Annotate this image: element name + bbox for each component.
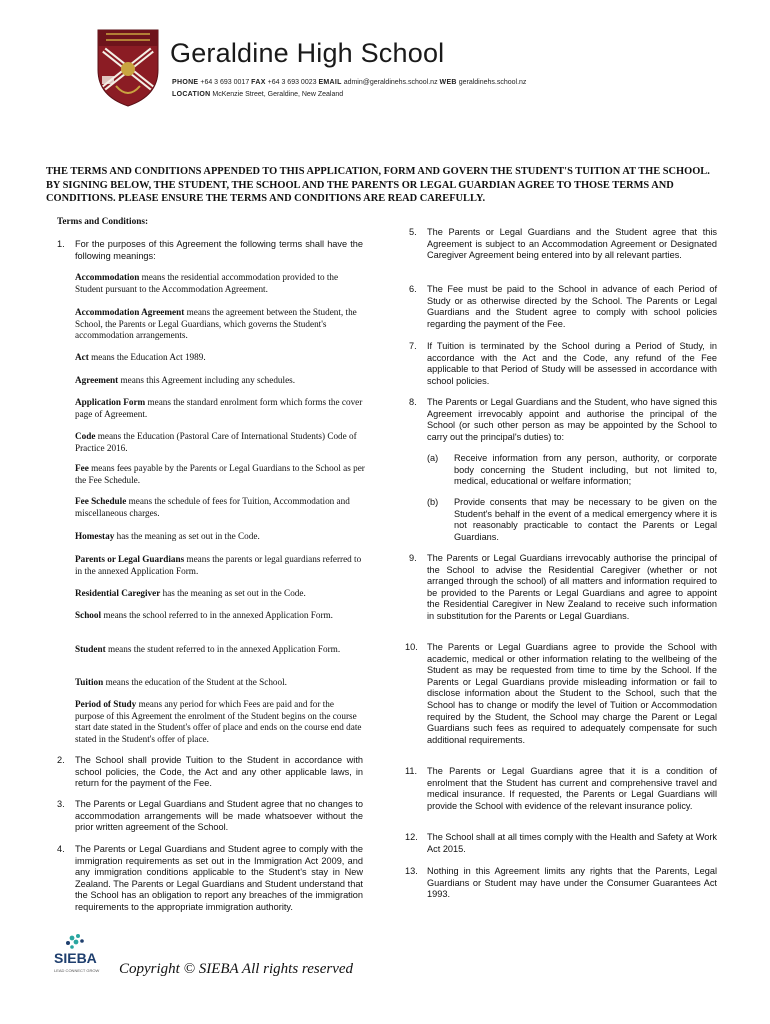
clause-8a-text: Receive information from any person, authority, or corporate body concerning the Student including, but not limited to, medical, educational or welfare information; bbox=[454, 453, 717, 487]
clause-number: 2. bbox=[57, 755, 65, 765]
clause-number: 13. bbox=[405, 866, 418, 876]
email-label: EMAIL bbox=[318, 79, 342, 86]
clause-4-text: The Parents or Legal Guardians and Student agree to comply with the immigration requirements as set out in the Immigration Act 2009, and any immigration conditions applicable to the Student's stay in New Zealand. The Parents or Legal Guardians and Student understand that the School has an obligation to report any breaches of the immigration requirements to the appropriate immigration authority. bbox=[75, 844, 363, 912]
sieba-logo bbox=[52, 932, 112, 976]
clause-number: 6. bbox=[409, 284, 417, 294]
definition-application-form: Application Form means the standard enrolment form which forms the cover page of Agreement. bbox=[75, 397, 363, 419]
definition-accommodation-agreement: Accommodation Agreement means the agreement between the Student, the School, the Parents or Legal Guardians, which governs the Student's accommodation arrangements. bbox=[75, 307, 357, 341]
clause-number: 8. bbox=[409, 397, 417, 407]
web-label: WEB bbox=[439, 79, 457, 86]
phone-value: +64 3 693 0017 bbox=[200, 79, 250, 86]
clause-number: 12. bbox=[405, 832, 418, 842]
clause-3-text: The Parents or Legal Guardians and Student agree that no changes to accommodation arrangements will be made whatsoever without the prior written agreement of the School. bbox=[75, 799, 363, 833]
clause-9-text: The Parents or Legal Guardians irrevocably authorise the principal of the School to advise the Residential Caregiver (whether or not arranged through the school) of all matters and information required to be provided to the Parents or Legal Guardians and agree to appoint the Residential Caregiver in New Zealand to receive such information in substitution for the Parents or Legal Guardians. bbox=[427, 553, 717, 621]
definition-code: Code means the Education (Pastoral Care of International Students) Code of Practice 2016. bbox=[75, 431, 357, 453]
fax-label: FAX bbox=[251, 79, 266, 86]
copyright-notice: Copyright © SIEBA All rights reserved bbox=[119, 961, 354, 977]
terms-heading: Terms and Conditions: bbox=[57, 217, 149, 227]
definition-act: Act means the Education Act 1989. bbox=[75, 352, 206, 362]
school-name: Geraldine High School bbox=[170, 38, 445, 68]
subclause-label: (b) bbox=[427, 497, 439, 507]
email-value: admin@geraldinehs.school.nz bbox=[343, 79, 438, 86]
clause-1-text: For the purposes of this Agreement the following terms shall have the following meanings: bbox=[75, 239, 363, 261]
definition-residential-caregiver: Residential Caregiver has the meaning as set out in the Code. bbox=[75, 588, 306, 598]
clause-number: 9. bbox=[409, 553, 417, 563]
sieba-tagline: LEAD CONNECT GROW bbox=[54, 968, 100, 973]
clause-number: 3. bbox=[57, 799, 65, 809]
clause-8b-text: Provide consents that may be necessary to be given on the Student's behalf in the event of a medical emergency where it is not reasonably practicable to contact the Parents or Legal Guardians. bbox=[454, 497, 717, 542]
clause-11-text: The Parents or Legal Guardians agree that it is a condition of enrolment that the Student has current and comprehensive travel and medical insurance. If requested, the Parents or Legal Guardians will provide the School with evidence of the relevant insurance policy. bbox=[427, 766, 717, 811]
location-label: LOCATION bbox=[172, 91, 211, 98]
clause-2-text: The School shall provide Tuition to the Student in accordance with school policies, the Code, the Act and any other applicable laws, in return for the payment of the Fee. bbox=[75, 755, 363, 789]
clause-13-text: Nothing in this Agreement limits any rights that the Parents, Legal Guardians or Student may have under the Consumer Guarantees Act 1993. bbox=[427, 866, 717, 900]
definition-fee-schedule: Fee Schedule means the schedule of fees for Tuition, Accommodation and miscellaneous charges. bbox=[75, 496, 350, 518]
definition-parents-or-legal-guardians: Parents or Legal Guardians means the parents or legal guardians referred to in the annexed Application Form. bbox=[75, 554, 362, 576]
clause-5-text: The Parents or Legal Guardians and the Student agree that this Agreement is subject to an Accommodation Agreement or Designated Caregiver Agreement being entered into by all relevant parties. bbox=[427, 227, 717, 261]
clause-7-text: If Tuition is terminated by the School during a Period of Study, in accordance with the Act and the Code, any refund of the Fee applicable to that Period of Study will be assessed in accordance with school policies. bbox=[427, 341, 717, 386]
definition-tuition: Tuition means the education of the Student at the School. bbox=[75, 677, 287, 687]
clause-12-text: The School shall at all times comply with the Health and Safety at Work Act 2015. bbox=[427, 832, 717, 854]
school-crest-logo bbox=[94, 26, 162, 108]
definition-agreement: Agreement means this Agreement including any schedules. bbox=[75, 375, 296, 385]
clause-6-text: The Fee must be paid to the School in advance of each Period of Study or as otherwise directed by the School. The Parents or Legal Guardians and the Student agree to comply with school policies regarding the payment of the Fee. bbox=[427, 284, 717, 329]
definition-homestay: Homestay has the meaning as set out in the Code. bbox=[75, 531, 260, 541]
clause-number: 10. bbox=[405, 642, 418, 652]
definition-accommodation: Accommodation means the residential accommodation provided to the Student pursuant to the Accommodation Agreement. bbox=[75, 272, 339, 294]
definition-student: Student means the student referred to in the annexed Application Form. bbox=[75, 644, 341, 654]
clause-number: 1. bbox=[57, 239, 65, 249]
sieba-wordmark: SIEBA bbox=[54, 950, 97, 966]
fax-value: +64 3 693 0023 bbox=[267, 79, 317, 86]
location-value: McKenzie Street, Geraldine, New Zealand bbox=[212, 91, 344, 98]
subclause-label: (a) bbox=[427, 453, 439, 463]
clause-10-text: The Parents or Legal Guardians agree to provide the School with academic, medical or other information relating to the wellbeing of the Student as may be requested from time to time by the School. If the Parents or Legal Guardians provide misleading information or fail to disclose information about the Student to the School, such that the School has to change or modify the level of Tuition or Accommodation required by the Student, the School may charge the Parent or Legal Guardians such fees as required to adequately compensate for such additional requirements. bbox=[427, 642, 717, 745]
clause-number: 5. bbox=[409, 227, 417, 237]
location-line bbox=[172, 91, 343, 98]
definition-fee: Fee means fees payable by the Parents or Legal Guardians to the School as per the Fee Schedule. bbox=[75, 463, 365, 485]
web-value: geraldinehs.school.nz bbox=[458, 79, 527, 86]
definition-period-of-study: Period of Study means any period for which Fees are paid and for the purpose of this Agreement the enrolment of the Student begins on the course start date stated in the Student's offer of place and ends on the course end date stated in the Student's offer of place. bbox=[75, 699, 362, 744]
clause-number: 7. bbox=[409, 341, 417, 351]
definition-school: School means the school referred to in the annexed Application Form. bbox=[75, 610, 333, 620]
phone-label: PHONE bbox=[172, 79, 199, 86]
clause-number: 4. bbox=[57, 844, 65, 854]
clause-8-text: The Parents or Legal Guardians and the Student, who have signed this Agreement irrevocably appoint and authorise the principal of the School (or such other person as may be appointed by the School to carry out the principal's duties) to: bbox=[427, 397, 717, 442]
clause-number: 11. bbox=[405, 766, 418, 776]
contact-line bbox=[172, 79, 526, 86]
intro-statement: THE TERMS AND CONDITIONS APPENDED TO THIS APPLICATION, FORM AND GOVERN THE STUDENT'S TUITION AT THE SCHOOL. BY SIGNING BELOW, THE STUDENT, THE SCHOOL AND THE PARENTS OR LEGAL GUARDIAN AGREE TO THOSE TERMS AND CONDITIONS. PLEASE ENSURE THE TERMS AND CONDITIONS ARE READ CAREFULLY. bbox=[46, 166, 710, 204]
